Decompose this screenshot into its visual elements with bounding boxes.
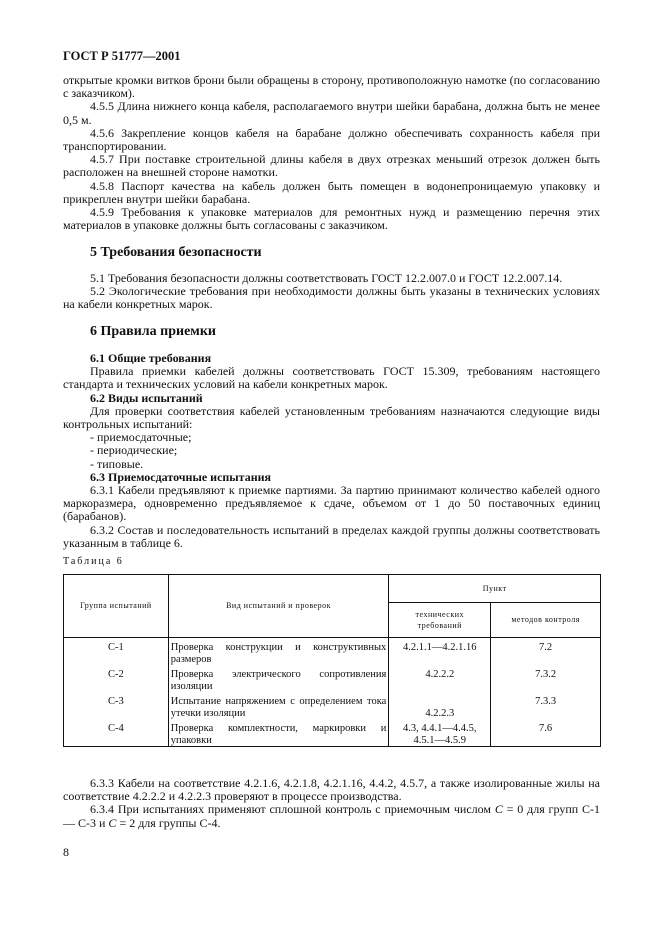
table-label: Таблица 6 — [63, 556, 124, 567]
cell-tech: 4.2.2.2 — [389, 665, 491, 692]
cell-group: С-2 — [64, 665, 169, 692]
cell-tech: 4.3, 4.4.1—4.4.5, 4.5.1—4.5.9 — [389, 719, 491, 747]
after-table-text — [63, 777, 600, 830]
paragraph-6-1: Правила приемки кабелей должны соответствовать ГОСТ 15.309, требованиям настоящего стандарта и технических условий на кабели конкретных марок. — [63, 364, 600, 392]
list-item: - периодические; — [90, 443, 178, 458]
variable-c: C — [108, 815, 117, 830]
paragraph-4-5-7: 4.5.7 При поставке строительной длины кабеля в двух отрезках меньший отрезок должен быть расположен на внешней стороне намотки. — [63, 152, 600, 180]
table-row — [64, 719, 601, 747]
section-6-heading: 6 Правила приемки — [90, 324, 216, 339]
cell-kind: Проверка электрического сопротивления изоляции — [168, 665, 389, 692]
cell-group: С-4 — [64, 719, 169, 747]
table-6 — [63, 574, 601, 747]
header-group: Группа испытаний — [64, 575, 169, 638]
subsection-6-3-heading: 6.3 Приемосдаточные испытания — [90, 469, 272, 484]
cell-group: С-3 — [64, 692, 169, 719]
cell-tech: 4.2.1.1—4.2.1.16 — [389, 638, 491, 666]
paragraph-4-5-9: 4.5.9 Требования к упаковке материалов для ремонтных нужд и размещению перечня этих материалов в упаковке должны быть согласованы с заказчиком. — [63, 205, 600, 233]
cell-tech: 4.2.2.3 — [389, 692, 491, 719]
cell-methods: 7.3.3 — [491, 692, 601, 719]
paragraph: открытые кромки витков брони были обращены в сторону, противоположную намотке (по согласованию с заказчиком). — [63, 73, 600, 101]
document-header: ГОСТ Р 51777—2001 — [63, 49, 181, 63]
table-row — [64, 692, 601, 719]
paragraph-6-3-2: 6.3.2 Состав и последовательность испытаний в пределах каждой группы должны соответствовать указанным в таблице 6. — [63, 522, 600, 550]
header-point: Пункт — [389, 575, 601, 603]
text: = 2 для группы С-4. — [116, 815, 221, 830]
paragraph-6-3-1: 6.3.1 Кабели предъявляют к приемке партиями. За партию принимают количество кабелей одного маркоразмера, одновременно предъявляемое к сдаче, объемом от 1 до 50 поставочных единиц (барабанов). — [63, 483, 600, 524]
paragraph-4-5-6: 4.5.6 Закрепление концов кабеля на барабане должно обеспечивать сохранность кабеля при транспортировании. — [63, 125, 600, 154]
variable-c: C — [494, 802, 503, 817]
list-item: - типовые. — [90, 456, 144, 471]
subsection-6-2-heading: 6.2 Виды испытаний — [90, 390, 203, 405]
section-5-text — [63, 272, 600, 312]
section-4-5-text — [63, 74, 600, 232]
header-kind: Вид испытаний и проверок — [168, 575, 389, 638]
table-row — [64, 665, 601, 692]
paragraph-6-3-3: 6.3.3 Кабели на соответствие 4.2.1.6, 4.2.1.8, 4.2.1.16, 4.4.2, 4.5.7, а также изолированные жилы на соответствие 4.2.2.2 и 4.2.2.3 проверяют в процессе производства. — [63, 776, 600, 804]
paragraph-6-3-4 — [63, 803, 600, 829]
cell-methods: 7.3.2 — [491, 665, 601, 692]
cell-kind: Испытание напряжением с определением тока утечки изоляции — [168, 692, 389, 719]
paragraph-6-2: Для проверки соответствия кабелей установленным требованиям назначаются следующие виды контрольных испытаний: — [63, 403, 600, 432]
cell-group: С-1 — [64, 638, 169, 666]
paragraph-4-5-8: 4.5.8 Паспорт качества на кабель должен быть помещен в водонепроницаемую упаковку и прикреплен внутри шейки барабана. — [63, 178, 600, 206]
cell-kind: Проверка комплектности, маркировки и упаковки — [168, 719, 389, 747]
list-item: - приемосдаточные; — [90, 430, 192, 445]
paragraph-5-2: 5.2 Экологические требования при необходимости должны быть указаны в технических условиях на кабели конкретных марок. — [63, 284, 600, 312]
subsection-6-1-heading: 6.1 Общие требования — [90, 351, 212, 365]
page-number: 8 — [63, 845, 69, 859]
header-tech: технических требований — [389, 603, 491, 638]
cell-kind: Проверка конструкции и конструктивных размеров — [168, 638, 389, 666]
section-6-text — [63, 352, 600, 550]
text: 6.3.4 При испытаниях применяют сплошной контроль с приемочным числом — [90, 802, 495, 817]
paragraph-5-1: 5.1 Требования безопасности должны соответствовать ГОСТ 12.2.007.0 и ГОСТ 12.2.007.14. — [90, 271, 563, 285]
header-methods: методов контроля — [491, 603, 601, 638]
text: = 0 для групп С-1 — С-3 и — [63, 802, 600, 830]
paragraph-4-5-5: 4.5.5 Длина нижнего конца кабеля, располагаемого внутри шейки барабана, должна быть не менее 0,5 м. — [63, 99, 600, 127]
table-row — [64, 638, 601, 666]
cell-methods: 7.6 — [491, 719, 601, 747]
cell-methods: 7.2 — [491, 638, 601, 666]
section-5-heading: 5 Требования безопасности — [90, 245, 262, 260]
